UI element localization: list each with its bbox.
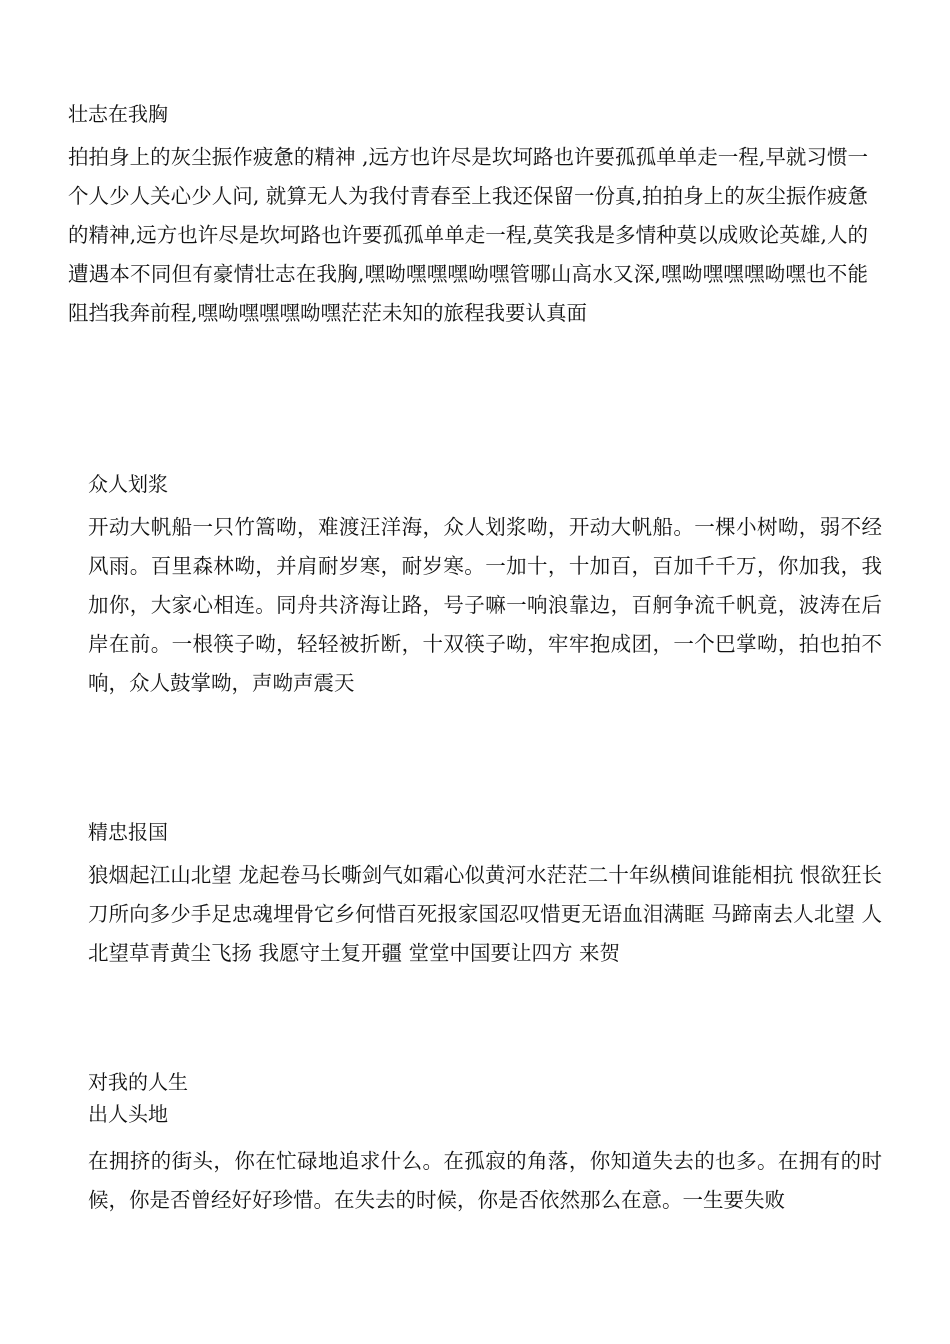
section-zhongren-huajiang xyxy=(88,470,882,703)
section-title: 众人划浆 xyxy=(88,472,168,496)
section-body: 开动大帆船一只竹篙呦，难渡汪洋海，众人划浆呦，开动大帆船。一棵小树呦，弱不经风雨。百里森林呦，并肩耐岁寒，耐岁寒。一加十，十加百，百加千千万，你加我，我加你，大家心相连。同舟共济海让路，号子嘛一响浪靠边，百舸争流千帆竟，波涛在后岸在前。一根筷子呦，轻轻被折断，十双筷子呦，牢牢抱成团，一个巴掌呦，拍也拍不响，众人鼓掌呦，声呦声震天 xyxy=(88,515,882,695)
section-body: 狼烟起江山北望 龙起卷马长嘶剑气如霜心似黄河水茫茫二十年纵横间谁能相抗 恨欲狂长刀所向多少手足忠魂埋骨它乡何惜百死报家国忍叹惜更无语血泪满眶 马蹄南去人北望 人北望草青黄尘飞扬 我愿守土复开疆 堂堂中国要让四方 来贺 xyxy=(88,863,882,965)
section-jingzhong-baoguo xyxy=(88,818,882,973)
section-title: 精忠报国 xyxy=(88,820,168,844)
section-subtitle: 出人头地 xyxy=(88,1102,168,1126)
section-title: 壮志在我胸 xyxy=(68,102,168,126)
section-dui-wo-de-rensheng xyxy=(88,1068,882,1220)
section-body: 拍拍身上的灰尘振作疲惫的精神 ,远方也许尽是坎坷路也许要孤孤单单走一程,早就习惯一个人少人关心少人问, 就算无人为我付青春至上我还保留一份真,拍拍身上的灰尘振作疲惫的精神,远方也许尽是坎坷路也许要孤孤单单走一程,莫笑我是多情种莫以成败论英雄,人的遭遇本不同但有豪情壮志在我胸,嘿呦嘿嘿嘿呦嘿管哪山高水又深,嘿呦嘿嘿嘿呦嘿也不能阻挡我奔前程,嘿呦嘿嘿嘿呦嘿茫茫未知的旅程我要认真面 xyxy=(68,145,868,325)
section-title: 对我的人生 xyxy=(88,1070,188,1094)
section-body: 在拥挤的街头，你在忙碌地追求什么。在孤寂的角落，你知道失去的也多。在拥有的时候，你是否曾经好好珍惜。在失去的时候，你是否依然那么在意。一生要失败 xyxy=(88,1149,882,1212)
section-zhuangzhi xyxy=(68,100,868,333)
